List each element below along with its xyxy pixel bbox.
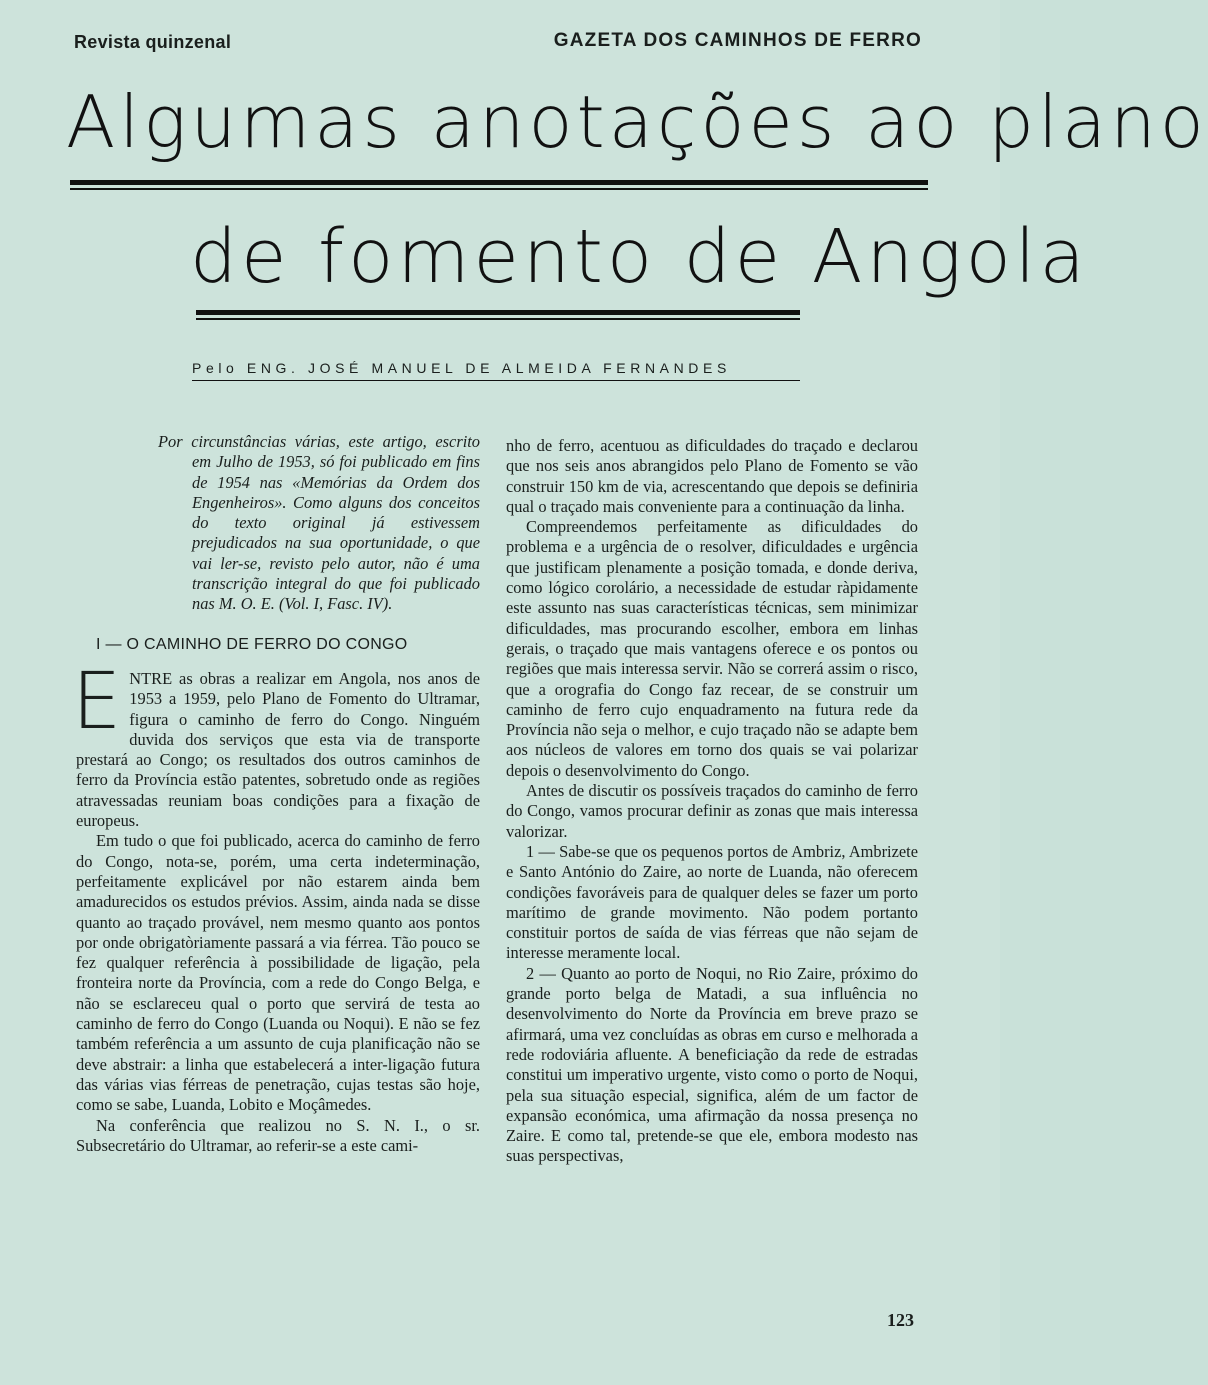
body-paragraph: 1 — Sabe-se que os pequenos portos de Ambriz, Ambrizete e Santo António do Zaire, ao norte de Luanda, não oferecem condições favoráveis para de qualquer deles se fazer um porto marítimo de grande movimento. Não podem portanto constituir portos de saída de vias férreas que não sejam de interesse meramente local. [506, 841, 918, 963]
title-rule-thick-1 [70, 180, 928, 185]
title-rule-thick-2 [196, 310, 800, 315]
section-heading: I — O CAMINHO DE FERRO DO CONGO [96, 635, 408, 653]
left-column [72, 432, 480, 1156]
article-title-line-2: de fomento de Angola [190, 214, 1089, 300]
title-rule-thin-2 [196, 318, 800, 320]
body-paragraph: Compreendemos perfeitamente as dificuldades do problema e a urgência de o resolver, dificuldades e urgência que justificam plenamente a posição tomada, e donde deriva, como lógico corolário, a necessidade de estudar ràpidamente este assunto nas suas características técnicas, sem minimizar dificuldades, mas procurando escolher, embora em linhas gerais, o traçado que mais vantagens oferece e os pontos ou regiões que mais interessa servir. Não se correrá assim o risco, que a orografia do Congo faz recear, de se construir um caminho de ferro cujo enquadramento na futura rede da Província não seja o melhor, e cujo traçado não se adapte bem aos núcleos de valores em torno dos quais se vai polarizar depois o desenvolvimento do Congo. [506, 517, 918, 780]
drop-cap: E [72, 656, 122, 747]
body-paragraph: NTRE as obras a realizar em Angola, nos anos de 1953 a 1959, pelo Plano de Fomento do Ultramar, figura o caminho de ferro do Congo. Ninguém duvida dos serviços que esta via de transporte prestará ao Congo; os resultados dos outros caminhos de ferro da Província estão patentes, sobretudo onde as regiões atravessadas reuniam boas condições para a fixação de europeus. [76, 668, 480, 831]
running-header-left: Revista quinzenal [74, 32, 232, 52]
body-paragraph: Em tudo o que foi publicado, acerca do caminho de ferro do Congo, nota-se, porém, uma certa indeterminação, perfeitamente explicável por não estarem ainda bem amadurecidos os estudos prévios. Assim, ainda nada se disse quanto ao traçado provável, nem mesmo quanto aos pontos por onde obrigatòriamente passará a via férrea. Tão pouco se fez qualquer referência à possibilidade de ligação, pela fronteira norte da Província, com a rede do Congo Belga, e não se esclareceu qual o porto que servirá de testa ao caminho de ferro do Congo (Luanda ou Noqui). E não se fez também referência a um assunto de cuja planificação não se deve abstrair: a linha que estabelecerá a inter-ligação futura das várias vias férreas de penetração, cujas testas são hoje, como se sabe, Luanda, Lobito e Moçâmedes. [76, 831, 480, 1115]
editorial-abstract [158, 432, 480, 615]
body-paragraph: Antes de discutir os possíveis traçados do caminho de ferro do Congo, vamos procurar definir as zonas que mais interessa valorizar. [506, 781, 918, 841]
author-byline: Pelo ENG. JOSÉ MANUEL DE ALMEIDA FERNANDES [192, 360, 731, 376]
body-paragraph: Na conferência que realizou no S. N. I., o sr. Subsecretário do Ultramar, ao referir-se a este cami- [76, 1115, 480, 1155]
running-header-right: GAZETA DOS CAMINHOS DE FERRO [553, 30, 922, 51]
article-title-line-1: Algumas anotações ao plano [66, 80, 1208, 164]
body-paragraph: 2 — Quanto ao porto de Noqui, no Rio Zaire, próximo do grande porto belga de Matadi, a sua influência no desenvolvimento do Norte da Província em breve prazo se afirmará, uma vez concluídas as obras em curso e melhorada a rede rodoviária afluente. A beneficiação da rede de estradas constitui um imperativo urgente, visto como o porto de Noqui, pela sua situação especial, significa, além de um factor de expansão económica, uma afirmação da nossa presença no Zaire. E como tal, pretende-se que ele, embora modesto nas suas perspectivas, [506, 963, 918, 1166]
body-paragraph: nho de ferro, acentuou as dificuldades do traçado e declarou que nos seis anos abrangidos pelo Plano de Fomento se vão construir 150 km de via, acrescentando que depois se definiria qual o traçado mais conveniente para a continuação da linha. [506, 436, 918, 516]
title-rule-thin-1 [70, 188, 928, 190]
right-column [506, 436, 918, 1167]
page-number: 123 [887, 1310, 914, 1330]
abstract-text: Por circunstâncias várias, este artigo, escrito em Julho de 1953, só foi publicado em fins de 1954 nas «Memórias da Ordem dos Engenheiros». Como alguns dos conceitos do texto original já estivessem prejudicados na sua oportunidade, o que vai ler-se, revisto pelo autor, não é uma transcrição integral do que foi publicado nas M. O. E. (Vol. I, Fasc. IV). [158, 432, 480, 614]
byline-underline [192, 380, 800, 381]
